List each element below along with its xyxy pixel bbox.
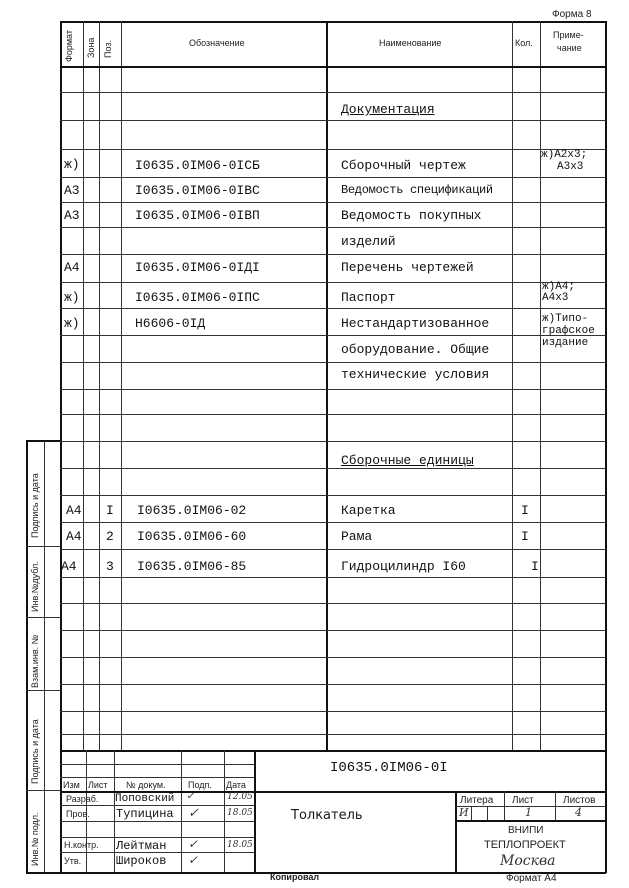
assembly-row-designation: I0635.0IM06-60 (137, 529, 247, 544)
section-assembly-units: Сборочные единицы (341, 453, 474, 468)
doc-row-designation: H6606-0IД (135, 316, 206, 331)
doc-row-name: Сборочный чертеж (341, 158, 466, 173)
header-note-1: Приме- (553, 30, 584, 40)
note-3-line-3: издание (542, 337, 589, 349)
sheets-value: 4 (575, 806, 582, 819)
product-name: Толкатель (291, 808, 363, 823)
doc-row-designation: I0635.0IM06-0ICБ (135, 158, 260, 173)
assembly-row-name: Гидроцилиндр I60 (341, 559, 466, 574)
date-checker: 18.05 (227, 808, 253, 818)
doc-row-designation: I0635.0IM06-0IДI (135, 260, 260, 275)
person-norm-control: Лейтман (116, 839, 167, 853)
doc-row-designation: I0635.0IM06-0IПC (135, 290, 260, 305)
header-designation: Обозначение (189, 38, 245, 48)
doc-row-name-cont: технические условия (341, 367, 490, 382)
doc-row-format: ж) (64, 290, 80, 305)
note-1-line-2: A3x3 (557, 161, 584, 173)
assembly-row-designation: I0635.0IM06-02 (137, 503, 247, 518)
assembly-row-qty: I (521, 529, 529, 544)
org-line-3: Москва (500, 853, 556, 869)
note-2-line-1: ж)A4; (542, 281, 576, 293)
doc-row-format: ж) (64, 316, 80, 331)
litera-label: Литера (460, 795, 494, 806)
side-label-inv-orig: Инв.№ подл. (30, 812, 40, 866)
doc-row-name: Ведомость спецификаций (341, 183, 493, 197)
note-3-line-1: ж)Типо- (542, 313, 589, 325)
date-norm-control: 18.05 (227, 840, 253, 850)
doc-row-format: A4 (64, 260, 80, 275)
form-label: Форма 8 (552, 9, 592, 20)
header-format: Формат (64, 30, 74, 62)
person-checker: Тупицина (116, 807, 174, 821)
doc-row-name: Нестандартизованное (341, 316, 490, 331)
col-docnum: № докум. (126, 780, 166, 790)
doc-row-format: A3 (64, 183, 80, 198)
assembly-row-pos: 2 (106, 529, 114, 544)
header-note-2: чание (557, 43, 582, 53)
col-sign: Подп. (188, 780, 212, 790)
doc-number: I0635.0IM06-0I (330, 760, 448, 776)
assembly-row-name: Рама (341, 529, 373, 544)
col-sheet: Лист (88, 780, 108, 790)
side-label-replace-inv: Взам.инв. № (30, 634, 40, 688)
signature-approver: ✓ (188, 853, 199, 867)
role-checker: Пров. (66, 809, 90, 819)
assembly-row-pos: 3 (106, 559, 114, 574)
header-pos: Поз. (103, 40, 113, 58)
litera-value: И (459, 806, 469, 819)
role-approver: Утв. (64, 856, 82, 866)
role-developer: Разраб. (66, 794, 99, 804)
note-2-line-2: A4x3 (542, 292, 569, 304)
assembly-row-format: A4 (61, 559, 77, 574)
role-norm-control: Н.контр. (64, 840, 99, 850)
header-qty: Кол. (515, 38, 533, 48)
doc-row-name: Перечень чертежей (341, 260, 474, 275)
assembly-row-designation: I0635.0IM06-85 (137, 559, 247, 574)
doc-row-designation: I0635.0IM06-0IBC (135, 183, 260, 198)
side-label-inv-dup: Инв.№дубл. (30, 561, 40, 612)
doc-row-designation: I0635.0IM06-0IBП (135, 208, 260, 223)
col-change: Изм (63, 780, 80, 790)
person-developer: Поповский (115, 793, 175, 805)
assembly-row-name: Каретка (341, 503, 396, 518)
person-approver: Широков (116, 854, 167, 868)
section-documentation: Документация (341, 102, 435, 117)
footer-copied: Копировал (270, 872, 320, 882)
doc-row-name: Паспорт (341, 290, 396, 305)
sheet-label: Лист (512, 795, 534, 806)
assembly-row-qty: I (521, 503, 529, 518)
sheets-label: Листов (563, 795, 596, 806)
doc-row-format: A3 (64, 208, 80, 223)
signature-checker: ✓ (188, 806, 199, 821)
note-3-line-2: графское (542, 325, 595, 337)
col-date: Дата (226, 780, 246, 790)
signature-norm-control: ✓ (188, 837, 199, 851)
doc-row-name: Ведомость покупных (341, 208, 482, 223)
side-label-sign-date: Подпись и дата (30, 473, 40, 538)
assembly-row-format: A4 (66, 503, 82, 518)
signature-developer: ✓ (186, 791, 195, 802)
org-line-1: ВНИПИ (508, 825, 544, 836)
header-name: Наименование (379, 38, 442, 48)
assembly-row-pos: I (106, 503, 114, 518)
sheet-value: 1 (525, 806, 532, 819)
assembly-row-qty: I (531, 559, 539, 574)
org-line-2: ТЕПЛОПРОЕКТ (484, 839, 566, 851)
side-label-sign-date: Подпись и дата (30, 719, 40, 784)
footer-format: Формат A4 (506, 873, 557, 884)
header-zone: Зона (86, 37, 96, 58)
assembly-row-format: A4 (66, 529, 82, 544)
date-developer: 12.05 (227, 792, 253, 802)
note-1-line-1: ж)A2x3; (541, 149, 588, 161)
doc-row-name-cont: изделий (341, 234, 396, 249)
doc-row-format: ж) (64, 157, 80, 172)
doc-row-name-cont: оборудование. Общие (341, 342, 490, 357)
